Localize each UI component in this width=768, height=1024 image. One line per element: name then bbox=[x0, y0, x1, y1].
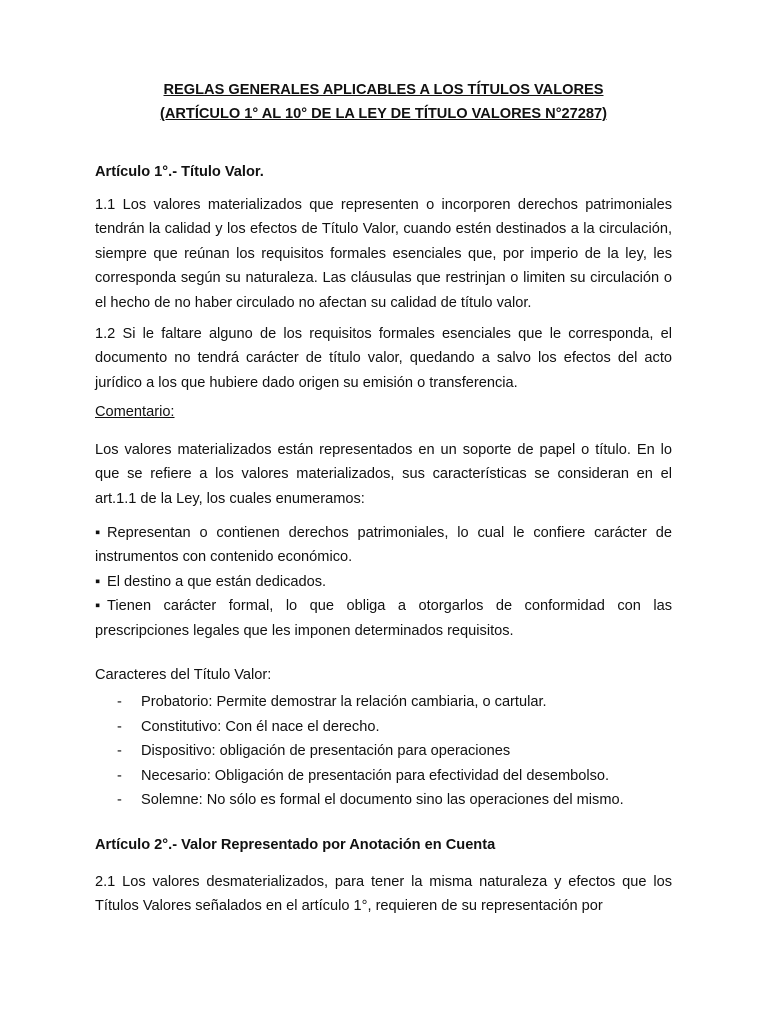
caracteres-heading: Caracteres del Título Valor: bbox=[95, 667, 272, 683]
list-item: - Constitutivo: Con él nace el derecho. bbox=[95, 715, 672, 740]
document-title bbox=[95, 78, 672, 126]
title-line-2: (ARTÍCULO 1° AL 10° DE LA LEY DE TÍTULO VALORES N°27287) bbox=[159, 106, 607, 122]
comentario-paragraph: Los valores materializados están representados en un soporte de papel o título. En lo que se refiere a los valores materializados, sus características se consideran en el art.1.1 de la Ley, los cuales enumeramos: bbox=[95, 442, 672, 507]
list-item: ▪ El destino a que están dedicados. bbox=[95, 570, 672, 594]
article-2-heading: Artículo 2°.- Valor Representado por Anotación en Cuenta bbox=[95, 837, 496, 853]
list-item: - Probatorio: Permite demostrar la relación cambiaria, o cartular. bbox=[95, 690, 672, 715]
dash-marker: - bbox=[117, 694, 122, 710]
list-item: - Solemne: No sólo es formal el documento sino las operaciones del mismo. bbox=[95, 788, 672, 813]
article-1-heading: Artículo 1°.- Título Valor. bbox=[95, 164, 264, 180]
article-1-paragraph-2: 1.2 Si le faltare alguno de los requisitos formales esenciales que le corresponda, el documento no tendrá carácter de título valor, quedando a salvo los efectos del acto jurídico a los que hubiere dado origen su emisión o transferencia. bbox=[95, 326, 672, 391]
bullet-glyph: ▪ bbox=[95, 573, 101, 590]
dash-marker: - bbox=[117, 792, 122, 808]
article-2-paragraph-1: 2.1 Los valores desmaterializados, para tener la misma naturaleza y efectos que los Títulos Valores señalados en el artículo 1°, requieren de su representación por bbox=[95, 874, 672, 915]
title-line-1: REGLAS GENERALES APLICABLES A LOS TÍTULOS VALORES bbox=[163, 82, 604, 98]
article-1-paragraph-1: 1.1 Los valores materializados que representen o incorporen derechos patrimoniales tendrán la calidad y los efectos de Título Valor, cuando estén destinados a la circulación, siempre que reúnan los requisitos formales esenciales que, por imperio de la ley, les corresponda según su naturaleza. Las cláusulas que restrinjan o limiten su circulación o el hecho de no haber circulado no afectan su calidad de título valor. bbox=[95, 197, 672, 311]
dash-marker: - bbox=[117, 718, 122, 735]
bullet-glyph: ▪ bbox=[95, 525, 101, 541]
characteristics-list bbox=[95, 521, 672, 643]
comentario-heading: Comentario: bbox=[95, 404, 175, 420]
dash-marker: - bbox=[117, 767, 122, 784]
dash-marker: - bbox=[117, 743, 122, 759]
list-item: ▪ Tienen carácter formal, lo que obliga a otorgarlos de conformidad con las prescripciones legales que les imponen determinados requisitos. bbox=[95, 594, 672, 643]
caracteres-list bbox=[95, 690, 672, 813]
list-item: - Necesario: Obligación de presentación para efectividad del desembolso. bbox=[95, 764, 672, 789]
list-item: ▪ Representan o contienen derechos patrimoniales, lo cual le confiere carácter de instrumentos con contenido económico. bbox=[95, 521, 672, 570]
bullet-glyph: ▪ bbox=[95, 598, 101, 615]
list-item: - Dispositivo: obligación de presentación para operaciones bbox=[95, 739, 672, 764]
